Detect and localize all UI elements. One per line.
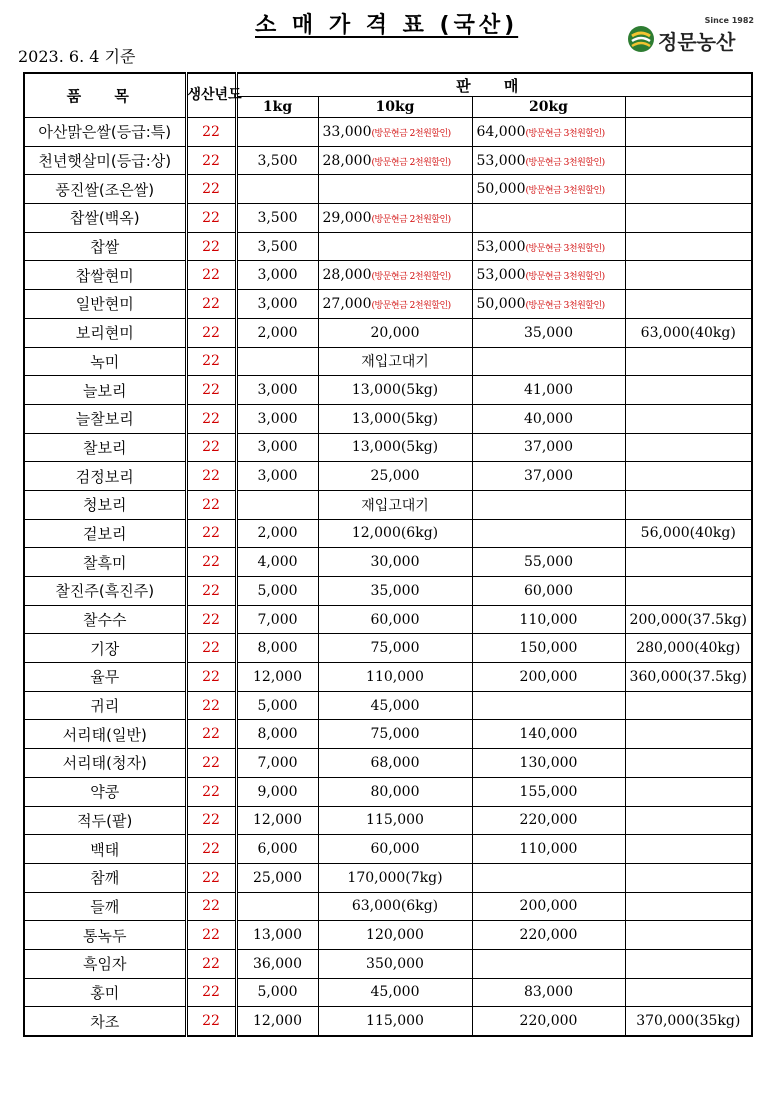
price-1kg: 3,000 <box>236 462 318 491</box>
item-name: 아산맑은쌀(등급:특) <box>24 118 186 147</box>
price-bulk: 63,000(40kg) <box>625 318 752 347</box>
price-20kg: 60,000 <box>472 577 625 606</box>
price-bulk <box>625 347 752 376</box>
price-20kg <box>472 490 625 519</box>
price-10kg-value: 29,000 <box>322 209 372 226</box>
price-20kg-value: 50,000 <box>476 295 526 312</box>
price-20kg <box>472 347 625 376</box>
header-item: 품 목 <box>24 73 186 118</box>
price-20kg: 55,000 <box>472 548 625 577</box>
cash-discount-note: (방문현금 3천원할인) <box>525 186 605 197</box>
price-10kg <box>318 261 472 290</box>
item-name: 흑임자 <box>24 949 186 978</box>
price-1kg: 3,000 <box>236 376 318 405</box>
price-bulk <box>625 118 752 147</box>
price-10kg: 13,000(5kg) <box>318 376 472 405</box>
price-bulk <box>625 462 752 491</box>
production-year: 22 <box>186 519 236 548</box>
item-name: 찹쌀현미 <box>24 261 186 290</box>
production-year: 22 <box>186 577 236 606</box>
price-20kg: 220,000 <box>472 921 625 950</box>
table-row <box>24 720 752 749</box>
price-20kg <box>472 204 625 233</box>
price-10kg: 30,000 <box>318 548 472 577</box>
item-name: 찰흑미 <box>24 548 186 577</box>
production-year: 22 <box>186 634 236 663</box>
price-10kg <box>318 290 472 319</box>
price-20kg <box>472 261 625 290</box>
table-row <box>24 433 752 462</box>
price-10kg-value: 33,000 <box>322 123 372 140</box>
header-size-20kg: 20kg <box>472 97 625 118</box>
cash-discount-note: (방문현금 3천원할인) <box>525 128 605 139</box>
price-1kg: 3,500 <box>236 146 318 175</box>
cash-discount-note: (방문현금 3천원할인) <box>525 300 605 311</box>
price-1kg: 6,000 <box>236 835 318 864</box>
price-bulk <box>625 204 752 233</box>
price-10kg: 13,000(5kg) <box>318 433 472 462</box>
price-10kg <box>318 204 472 233</box>
item-name: 차조 <box>24 1007 186 1036</box>
item-name: 백태 <box>24 835 186 864</box>
table-row <box>24 777 752 806</box>
table-row <box>24 232 752 261</box>
price-20kg: 40,000 <box>472 404 625 433</box>
price-20kg: 35,000 <box>472 318 625 347</box>
price-bulk <box>625 777 752 806</box>
price-bulk <box>625 978 752 1007</box>
price-20kg: 41,000 <box>472 376 625 405</box>
table-row <box>24 519 752 548</box>
table-row <box>24 691 752 720</box>
price-20kg <box>472 118 625 147</box>
price-10kg <box>318 175 472 204</box>
price-1kg <box>236 347 318 376</box>
production-year: 22 <box>186 347 236 376</box>
price-10kg: 20,000 <box>318 318 472 347</box>
production-year: 22 <box>186 146 236 175</box>
price-1kg: 7,000 <box>236 749 318 778</box>
price-20kg: 130,000 <box>472 749 625 778</box>
price-10kg-value: 28,000 <box>322 267 372 284</box>
price-20kg: 200,000 <box>472 892 625 921</box>
price-20kg <box>472 175 625 204</box>
price-bulk <box>625 146 752 175</box>
production-year: 22 <box>186 175 236 204</box>
price-1kg: 12,000 <box>236 806 318 835</box>
price-bulk <box>625 806 752 835</box>
item-name: 보리현미 <box>24 318 186 347</box>
item-name: 천년햇살미(등급:상) <box>24 146 186 175</box>
table-row <box>24 261 752 290</box>
price-10kg <box>318 146 472 175</box>
production-year: 22 <box>186 949 236 978</box>
price-20kg <box>472 691 625 720</box>
production-year: 22 <box>186 118 236 147</box>
price-1kg: 3,500 <box>236 204 318 233</box>
price-bulk <box>625 376 752 405</box>
item-name: 서리태(일반) <box>24 720 186 749</box>
item-name: 통녹두 <box>24 921 186 950</box>
page-title: 소 매 가 격 표 (국산) <box>255 13 519 38</box>
price-10kg: 115,000 <box>318 806 472 835</box>
price-1kg: 2,000 <box>236 519 318 548</box>
item-name: 율무 <box>24 663 186 692</box>
price-1kg: 12,000 <box>236 1007 318 1036</box>
price-1kg: 3,500 <box>236 232 318 261</box>
price-bulk <box>625 290 752 319</box>
table-row <box>24 376 752 405</box>
price-bulk: 370,000(35kg) <box>625 1007 752 1036</box>
item-name: 찹쌀 <box>24 232 186 261</box>
production-year: 22 <box>186 892 236 921</box>
price-10kg: 60,000 <box>318 835 472 864</box>
item-name: 참깨 <box>24 863 186 892</box>
table-row <box>24 949 752 978</box>
production-year: 22 <box>186 318 236 347</box>
price-1kg <box>236 490 318 519</box>
production-year: 22 <box>186 548 236 577</box>
price-bulk <box>625 577 752 606</box>
price-bulk <box>625 892 752 921</box>
price-10kg: 45,000 <box>318 978 472 1007</box>
production-year: 22 <box>186 204 236 233</box>
price-bulk <box>625 921 752 950</box>
item-name: 들깨 <box>24 892 186 921</box>
item-name: 홍미 <box>24 978 186 1007</box>
price-20kg-value: 64,000 <box>476 123 526 140</box>
logo-name: 정문농산 <box>658 30 736 54</box>
item-name: 찰진주(흑진주) <box>24 577 186 606</box>
table-row <box>24 577 752 606</box>
table-row <box>24 978 752 1007</box>
table-row <box>24 290 752 319</box>
price-1kg: 3,000 <box>236 404 318 433</box>
table-row <box>24 146 752 175</box>
price-20kg <box>472 519 625 548</box>
price-10kg: 재입고대기 <box>318 490 472 519</box>
price-10kg: 80,000 <box>318 777 472 806</box>
price-20kg: 220,000 <box>472 806 625 835</box>
price-20kg-value: 53,000 <box>476 238 526 255</box>
cash-discount-note: (방문현금 3천원할인) <box>525 272 605 283</box>
price-bulk <box>625 433 752 462</box>
cash-discount-note: (방문현금 2천원할인) <box>371 157 451 168</box>
item-name: 겉보리 <box>24 519 186 548</box>
production-year: 22 <box>186 1007 236 1036</box>
header-size-bulk <box>625 97 752 118</box>
table-row <box>24 490 752 519</box>
header-year: 생산년도 <box>186 73 236 118</box>
price-1kg: 2,000 <box>236 318 318 347</box>
production-year: 22 <box>186 921 236 950</box>
table-row <box>24 548 752 577</box>
price-1kg: 3,000 <box>236 433 318 462</box>
item-name: 일반현미 <box>24 290 186 319</box>
cash-discount-note: (방문현금 3천원할인) <box>525 243 605 254</box>
price-1kg: 5,000 <box>236 577 318 606</box>
price-20kg-value: 53,000 <box>476 267 526 284</box>
price-bulk <box>625 232 752 261</box>
item-name: 늘보리 <box>24 376 186 405</box>
price-bulk: 200,000(37.5kg) <box>625 605 752 634</box>
table-row <box>24 318 752 347</box>
header-size-10kg: 10kg <box>318 97 472 118</box>
cash-discount-note: (방문현금 2천원할인) <box>371 272 451 283</box>
cash-discount-note: (방문현금 2천원할인) <box>371 128 451 139</box>
production-year: 22 <box>186 232 236 261</box>
price-20kg: 110,000 <box>472 835 625 864</box>
price-bulk <box>625 490 752 519</box>
price-20kg: 220,000 <box>472 1007 625 1036</box>
production-year: 22 <box>186 290 236 319</box>
price-10kg <box>318 232 472 261</box>
item-name: 적두(팥) <box>24 806 186 835</box>
production-year: 22 <box>186 376 236 405</box>
price-bulk <box>625 949 752 978</box>
production-year: 22 <box>186 691 236 720</box>
price-bulk: 56,000(40kg) <box>625 519 752 548</box>
price-20kg: 200,000 <box>472 663 625 692</box>
table-row <box>24 806 752 835</box>
logo-since-text: Since 1982 <box>704 16 754 25</box>
cash-discount-note: (방문현금 2천원할인) <box>371 214 451 225</box>
production-year: 22 <box>186 749 236 778</box>
price-20kg <box>472 863 625 892</box>
price-1kg: 5,000 <box>236 978 318 1007</box>
price-1kg: 36,000 <box>236 949 318 978</box>
production-year: 22 <box>186 720 236 749</box>
price-10kg: 75,000 <box>318 720 472 749</box>
table-row <box>24 634 752 663</box>
price-20kg: 37,000 <box>472 462 625 491</box>
price-1kg: 5,000 <box>236 691 318 720</box>
price-1kg: 8,000 <box>236 634 318 663</box>
price-10kg: 재입고대기 <box>318 347 472 376</box>
price-20kg: 155,000 <box>472 777 625 806</box>
price-1kg: 4,000 <box>236 548 318 577</box>
production-year: 22 <box>186 806 236 835</box>
price-10kg: 68,000 <box>318 749 472 778</box>
price-10kg: 110,000 <box>318 663 472 692</box>
item-name: 늘찰보리 <box>24 404 186 433</box>
price-10kg: 60,000 <box>318 605 472 634</box>
price-bulk <box>625 749 752 778</box>
production-year: 22 <box>186 863 236 892</box>
production-year: 22 <box>186 490 236 519</box>
table-row <box>24 404 752 433</box>
price-10kg: 12,000(6kg) <box>318 519 472 548</box>
table-row <box>24 892 752 921</box>
reference-date: 2023. 6. 4 기준 <box>18 47 136 66</box>
price-20kg <box>472 146 625 175</box>
price-bulk <box>625 835 752 864</box>
production-year: 22 <box>186 835 236 864</box>
price-bulk <box>625 404 752 433</box>
header-size-1kg: 1kg <box>236 97 318 118</box>
price-1kg: 3,000 <box>236 290 318 319</box>
cash-discount-note: (방문현금 3천원할인) <box>525 157 605 168</box>
price-1kg: 12,000 <box>236 663 318 692</box>
production-year: 22 <box>186 663 236 692</box>
price-10kg: 115,000 <box>318 1007 472 1036</box>
price-1kg: 3,000 <box>236 261 318 290</box>
production-year: 22 <box>186 978 236 1007</box>
table-row <box>24 863 752 892</box>
price-1kg <box>236 175 318 204</box>
price-20kg: 37,000 <box>472 433 625 462</box>
header-sales: 판 매 <box>236 73 752 97</box>
price-1kg: 9,000 <box>236 777 318 806</box>
table-row <box>24 835 752 864</box>
price-10kg: 45,000 <box>318 691 472 720</box>
table-row <box>24 118 752 147</box>
production-year: 22 <box>186 462 236 491</box>
price-10kg <box>318 118 472 147</box>
item-name: 찰보리 <box>24 433 186 462</box>
price-bulk <box>625 691 752 720</box>
cash-discount-note: (방문현금 2천원할인) <box>371 300 451 311</box>
price-1kg <box>236 118 318 147</box>
price-20kg-value: 53,000 <box>476 152 526 169</box>
price-1kg: 25,000 <box>236 863 318 892</box>
price-1kg: 8,000 <box>236 720 318 749</box>
price-10kg-value: 28,000 <box>322 152 372 169</box>
production-year: 22 <box>186 404 236 433</box>
price-bulk: 360,000(37.5kg) <box>625 663 752 692</box>
table-row <box>24 663 752 692</box>
price-20kg <box>472 290 625 319</box>
production-year: 22 <box>186 261 236 290</box>
price-10kg: 35,000 <box>318 577 472 606</box>
price-10kg: 63,000(6kg) <box>318 892 472 921</box>
price-1kg <box>236 892 318 921</box>
table-row <box>24 749 752 778</box>
table-row <box>24 204 752 233</box>
price-bulk <box>625 175 752 204</box>
item-name: 검정보리 <box>24 462 186 491</box>
item-name: 귀리 <box>24 691 186 720</box>
price-20kg <box>472 232 625 261</box>
table-row <box>24 347 752 376</box>
price-20kg: 150,000 <box>472 634 625 663</box>
item-name: 풍진쌀(조은쌀) <box>24 175 186 204</box>
table-row <box>24 462 752 491</box>
production-year: 22 <box>186 605 236 634</box>
item-name: 찹쌀(백옥) <box>24 204 186 233</box>
item-name: 찰수수 <box>24 605 186 634</box>
item-name: 서리태(청자) <box>24 749 186 778</box>
price-bulk <box>625 720 752 749</box>
price-20kg <box>472 949 625 978</box>
price-1kg: 13,000 <box>236 921 318 950</box>
price-20kg-value: 50,000 <box>476 181 526 198</box>
production-year: 22 <box>186 433 236 462</box>
price-20kg: 83,000 <box>472 978 625 1007</box>
item-name: 청보리 <box>24 490 186 519</box>
price-10kg: 350,000 <box>318 949 472 978</box>
price-1kg: 7,000 <box>236 605 318 634</box>
price-10kg-value: 27,000 <box>322 295 372 312</box>
production-year: 22 <box>186 777 236 806</box>
price-bulk <box>625 863 752 892</box>
price-10kg: 170,000(7kg) <box>318 863 472 892</box>
company-logo <box>626 16 756 60</box>
price-bulk: 280,000(40kg) <box>625 634 752 663</box>
price-table <box>23 72 753 1037</box>
table-row <box>24 1007 752 1036</box>
price-10kg: 25,000 <box>318 462 472 491</box>
price-bulk <box>625 548 752 577</box>
table-row <box>24 175 752 204</box>
price-10kg: 13,000(5kg) <box>318 404 472 433</box>
price-bulk <box>625 261 752 290</box>
price-20kg: 140,000 <box>472 720 625 749</box>
price-10kg: 120,000 <box>318 921 472 950</box>
item-name: 녹미 <box>24 347 186 376</box>
item-name: 약콩 <box>24 777 186 806</box>
price-10kg: 75,000 <box>318 634 472 663</box>
table-row <box>24 605 752 634</box>
item-name: 기장 <box>24 634 186 663</box>
rice-grain-icon <box>626 24 656 54</box>
price-20kg: 110,000 <box>472 605 625 634</box>
table-row <box>24 921 752 950</box>
